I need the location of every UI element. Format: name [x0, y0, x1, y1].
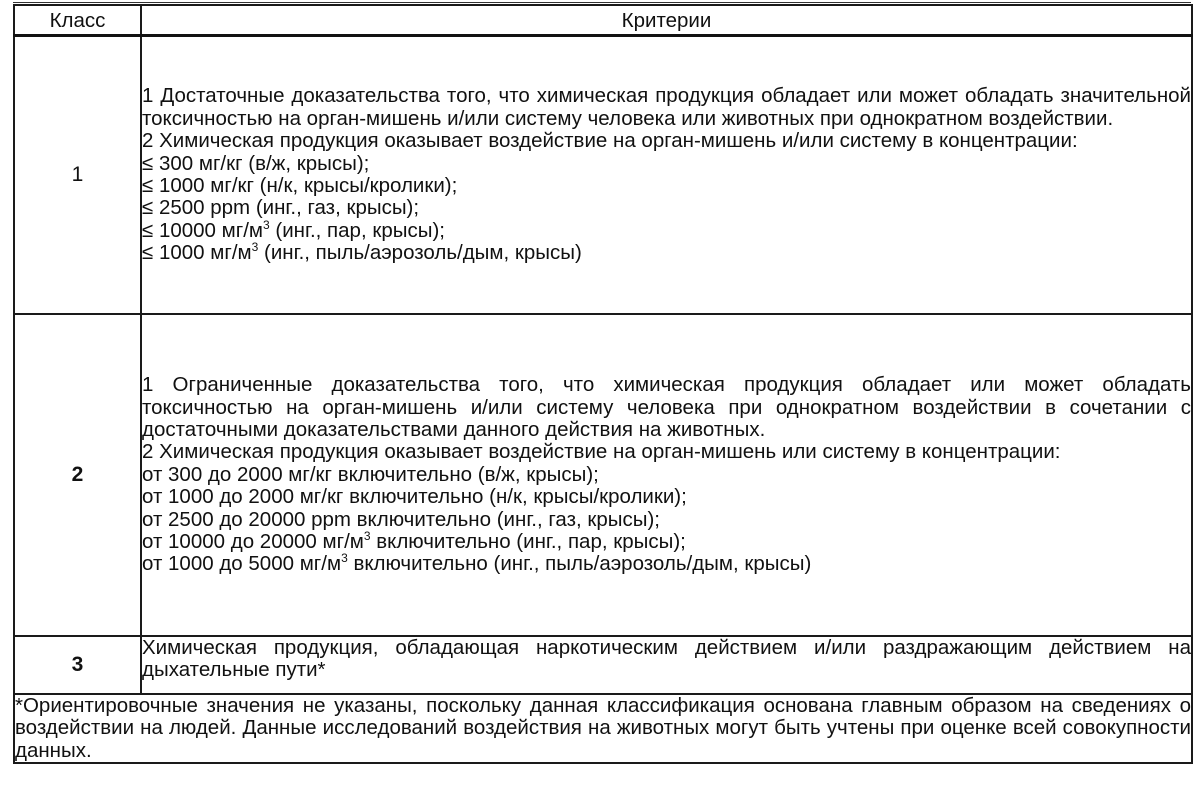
class-cell: 1 — [14, 36, 141, 315]
threshold-text: ≤ 2500 ppm (инг., газ, крысы); — [142, 196, 420, 220]
threshold-line — [142, 531, 1191, 553]
table-row-class-2 — [14, 314, 1192, 636]
threshold-suffix: включительно (инг., пыль/аэрозоль/дым, крысы) — [347, 552, 812, 576]
threshold-text: от 1000 до 2000 мг/кг включительно (н/к, крысы/кролики); — [142, 485, 687, 509]
threshold-suffix: (инг., пар, крысы); — [269, 218, 445, 242]
footnote-text: *Ориентировочные значения не указаны, поскольку данная классификация основана главным образом на сведениях о воздействии на людей. Данные исследований воздействия на животных могут быть учтены при оценке всей совокупности данных. — [15, 694, 1191, 762]
criteria-paragraph: 1 Ограниченные доказательства того, что химическая продукция обладает или может обладать токсичностью на орган-мишень и/или систему человека при однократном воздействии в сочетании с достаточными доказательствами данного действия на животных. — [142, 373, 1191, 441]
threshold-line — [142, 197, 1191, 219]
table-footnote-row — [14, 694, 1192, 763]
threshold-text: ≤ 1000 мг/кг (н/к, крысы/кролики); — [142, 174, 458, 197]
header-criteria: Критерии — [141, 5, 1192, 36]
threshold-line — [142, 153, 1191, 175]
threshold-text: ≤ 1000 мг/м — [142, 241, 252, 265]
criteria-paragraph: Химическая продукция, обладающая наркотическим действием и/или раздражающим действием на дыхательные пути* — [142, 636, 1191, 682]
criteria-cell — [141, 636, 1192, 694]
criteria-paragraph: 2 Химическая продукция оказывает воздействие на орган-мишень или систему в концентрации: — [142, 440, 1061, 464]
threshold-text: ≤ 10000 мг/м — [142, 218, 264, 242]
threshold-line — [142, 217, 1191, 242]
threshold-text: от 1000 до 5000 мг/м — [142, 552, 342, 576]
criteria-cell — [141, 36, 1192, 315]
table-row-class-3 — [14, 636, 1192, 694]
table-header-row — [14, 5, 1192, 36]
table-row-class-1 — [14, 36, 1192, 315]
threshold-text: от 10000 до 20000 мг/м — [142, 530, 364, 554]
class-cell: 2 — [14, 314, 141, 636]
criteria-cell — [141, 314, 1192, 636]
criteria-paragraph: 2 Химическая продукция оказывает воздействие на орган-мишень и/или систему в концентрации: — [142, 129, 1078, 153]
threshold-suffix: (инг., пыль/аэрозоль/дым, крысы) — [258, 241, 582, 265]
threshold-text: от 2500 до 20000 ppm включительно (инг., газ, крысы); — [142, 507, 660, 531]
threshold-line — [142, 175, 1191, 197]
superscript: 3 — [341, 551, 348, 566]
class-cell: 3 — [14, 636, 141, 694]
threshold-line — [142, 464, 1191, 486]
threshold-line — [142, 486, 1191, 508]
threshold-text: ≤ 300 мг/кг (в/ж, крысы); — [142, 151, 370, 175]
superscript: 3 — [363, 529, 371, 544]
threshold-suffix: включительно (инг., пар, крысы); — [370, 530, 686, 554]
criteria-paragraph: 1 Достаточные доказательства того, что химическая продукция обладает или может обладать значительной токсичностью на орган-мишень и/или систему человека или животных при однократном воздействии. — [142, 84, 1191, 130]
classification-criteria-table — [13, 4, 1193, 764]
superscript: 3 — [251, 240, 259, 255]
threshold-text: от 300 до 2000 мг/кг включительно (в/ж, крысы); — [142, 462, 599, 486]
threshold-line — [142, 553, 1191, 575]
threshold-line — [142, 509, 1191, 531]
threshold-line — [142, 242, 1191, 264]
header-class: Класс — [14, 5, 141, 36]
top-divider — [13, 2, 1191, 3]
superscript: 3 — [263, 217, 270, 232]
